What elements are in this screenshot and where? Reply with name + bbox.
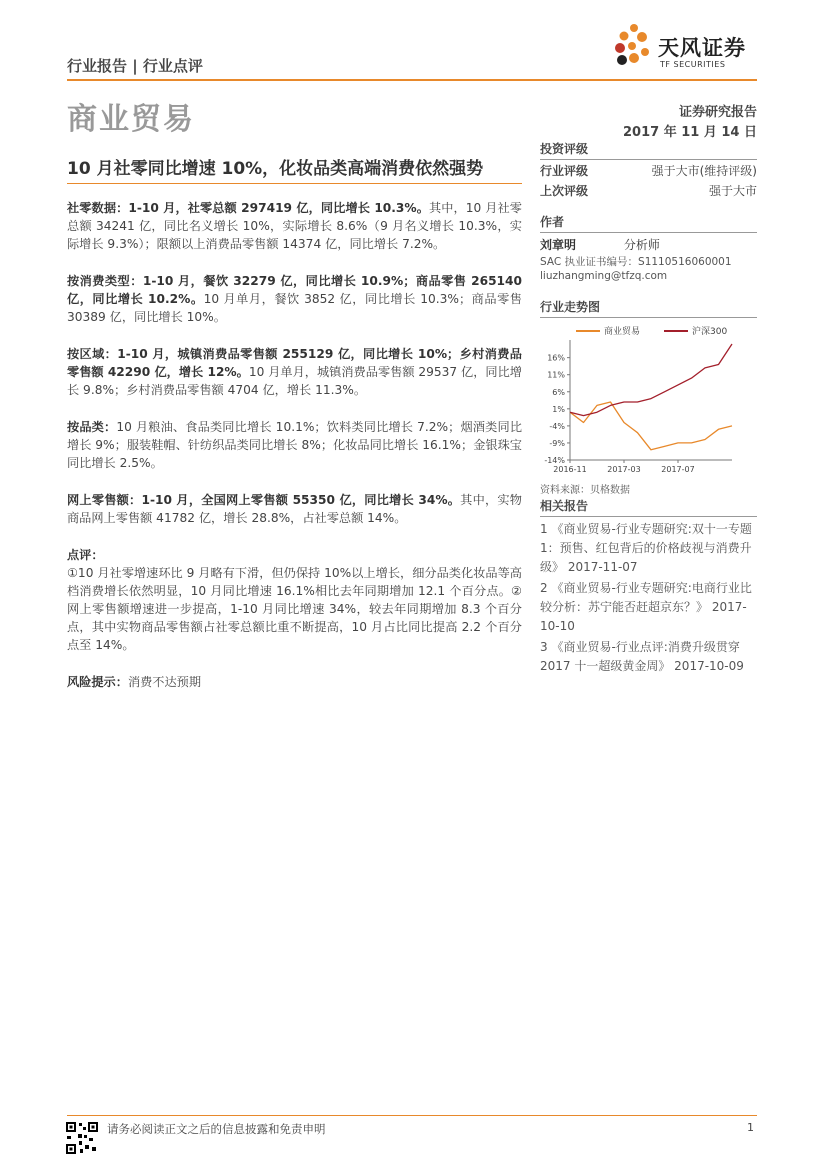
- author-section: [540, 213, 757, 283]
- y-tick-label: 1%: [552, 404, 565, 414]
- report-category: 行业报告 | 行业点评: [67, 57, 203, 75]
- logo-text-cn: 天风证券: [658, 36, 746, 60]
- header-divider: [67, 79, 757, 81]
- series-line: [570, 344, 732, 416]
- sector-title: 商业贸易: [67, 102, 195, 137]
- author-email[interactable]: liuzhangming@tfzq.com: [540, 270, 668, 282]
- previous-rating-value: 强于大市: [708, 184, 757, 198]
- trend-section: [540, 298, 757, 498]
- report-date: 2017 年 11 月 14 日: [623, 125, 757, 140]
- author-role: 分析师: [623, 238, 660, 252]
- industry-rating-row: [540, 161, 757, 181]
- legend-label: 沪深300: [692, 327, 728, 337]
- y-tick-label: -9%: [549, 438, 565, 448]
- x-tick-label: 2017-07: [661, 465, 695, 474]
- title-divider: [67, 183, 522, 184]
- author-name: 刘章明: [540, 238, 577, 252]
- main-body: [67, 199, 522, 710]
- paragraph-risk: 风险提示：消费不达预期: [67, 675, 202, 689]
- author-cert: SAC 执业证书编号：S1110516060001: [540, 256, 732, 268]
- chart-source: 资料来源：贝格数据: [540, 485, 630, 496]
- page-number: 1: [747, 1121, 754, 1134]
- author-heading: 作者: [540, 213, 757, 233]
- trend-heading: 行业走势图: [540, 298, 757, 318]
- previous-rating-label: 上次评级: [540, 184, 589, 198]
- report-title: 10 月社零同比增速 10%，化妆品类高端消费依然强势: [67, 159, 484, 179]
- rating-section: [540, 140, 757, 201]
- x-tick-label: 2016-11: [553, 465, 587, 474]
- author-name-row: [540, 235, 757, 255]
- paragraph-consumption-type: 按消费类型：1-10 月，餐饮 32279 亿，同比增长 10.9%；商品零售 265140 亿，同比增长 10.2%。10 月单月，餐饮 3852 亿，同比增长 10.3%；商品零售 30389 亿，同比增长 10%。: [67, 274, 522, 324]
- related-report-item[interactable]: 1 《商业贸易-行业专题研究:双十一专题 1：预售、红包背后的价格歧视与消费升级》 2017-11-07: [540, 522, 752, 574]
- y-tick-label: -14%: [544, 456, 565, 465]
- disclaimer-notice: 请务必阅读正文之后的信息披露和免责申明: [107, 1122, 326, 1136]
- rating-heading: 投资评级: [540, 140, 757, 160]
- industry-rating-label: 行业评级: [540, 164, 589, 178]
- paragraph-retail-data: 社零数据：1-10 月，社零总额 297419 亿，同比增长 10.3%。其中，10 月社零总额 34241 亿，同比名义增长 10%，实际增长 8.6%（9 月名义增长 10.3%，实际增长 9.3%）；限额以上消费品零售额 14374 亿，同比增长 7.2%。: [67, 201, 522, 251]
- footer-divider: [67, 1115, 757, 1116]
- related-report-item[interactable]: 3 《商业贸易-行业点评:消费升级贯穿 2017 十一超级黄金周》 2017-10-09: [540, 640, 744, 673]
- industry-rating-value: 强于大市(维持评级): [651, 164, 757, 178]
- y-tick-label: 6%: [552, 387, 565, 397]
- logo-flower-icon: [612, 22, 656, 70]
- previous-rating-row: [540, 181, 757, 201]
- legend-label: 商业贸易: [604, 327, 641, 337]
- related-heading: 相关报告: [540, 497, 757, 517]
- report-type: 证券研究报告: [678, 105, 757, 120]
- paragraph-online-retail: 网上零售额：1-10 月，全国网上零售额 55350 亿，同比增长 34%。其中，实物商品网上零售额 41782 亿，增长 28.8%，占社零总额 14%。: [67, 493, 522, 525]
- paragraph-category: 按品类：10 月粮油、食品类同比增长 10.1%；饮料类同比增长 7.2%；烟酒类同比增长 9%；服装鞋帽、针纺织品类同比增长 8%；化妆品同比增长 16.1%；金银珠宝同比增长 2.5%。: [67, 420, 523, 470]
- company-logo: [612, 22, 772, 74]
- qr-code-icon: [65, 1121, 99, 1155]
- paragraph-comment: 点评： ①10 月社零增速环比 9 月略有下滑，但仍保持 10%以上增长，细分品类化妆品等高档消费增长依然明显，10 月同比增速 16.1%相比去年同期增加 12.1 个百分点。②网上零售额增速进一步提高，1-10 月同比增速 34%，较去年同期增加 8.3 个百分点，其中实物商品零售额占社零总额比重不断提高，10 月占比同比提高 2.2 个百分点至 14%。: [67, 548, 522, 652]
- trend-chart: [540, 322, 757, 482]
- x-tick-label: 2017-03: [607, 465, 641, 474]
- related-section: [540, 497, 757, 676]
- paragraph-region: 按区域：1-10 月，城镇消费品零售额 255129 亿，同比增长 10%；乡村消费品零售额 42290 亿，增长 12%。10 月单月，城镇消费品零售额 29537 亿，同比增长 9.8%；乡村消费品零售额 4704 亿，增长 11.3%。: [67, 347, 522, 397]
- y-tick-label: 16%: [547, 353, 565, 363]
- y-tick-label: -4%: [549, 421, 565, 431]
- y-tick-label: 11%: [547, 370, 565, 380]
- logo-text-en: TF SECURITIES: [660, 60, 726, 69]
- related-report-item[interactable]: 2 《商业贸易-行业专题研究:电商行业比较分析：苏宁能否赶超京东？》 2017-10-10: [540, 581, 752, 633]
- series-line: [570, 402, 732, 450]
